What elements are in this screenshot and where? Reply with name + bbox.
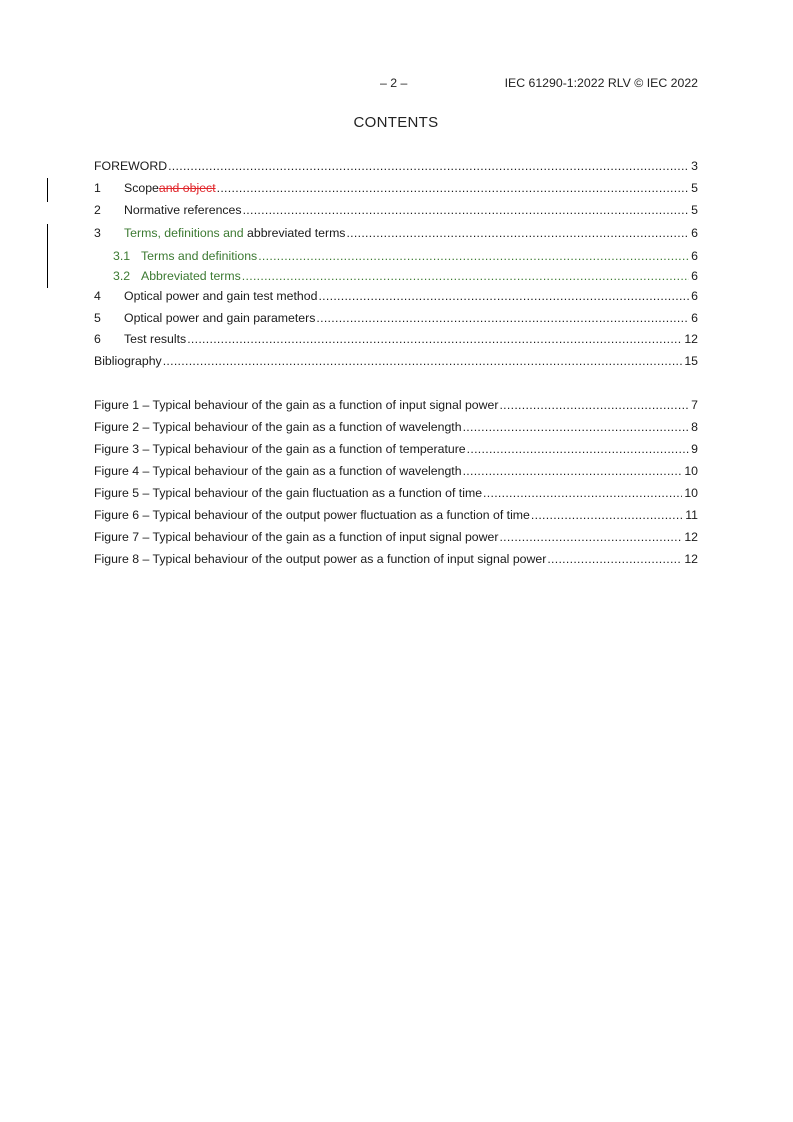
- figure-entry[interactable]: [94, 485, 698, 502]
- toc-entry-number: 3.1: [113, 249, 131, 263]
- inserted-text: Terms, definitions and: [124, 226, 248, 240]
- toc-entry-page: 5: [691, 203, 698, 217]
- document-reference: IEC 61290-1:2022 RLV © IEC 2022: [504, 76, 698, 90]
- toc-entry-number: 6: [94, 332, 101, 346]
- dot-leader: [531, 507, 683, 524]
- dot-leader: [163, 353, 683, 370]
- toc-entry-terms[interactable]: [94, 225, 698, 242]
- toc-entry-label: Test results: [124, 332, 187, 346]
- dot-leader: [483, 485, 682, 502]
- dot-leader: [243, 202, 690, 219]
- dot-leader: [499, 397, 689, 414]
- toc-entry-scope[interactable]: [94, 180, 698, 197]
- toc-entry-test-results[interactable]: [94, 331, 698, 348]
- dot-leader: [168, 158, 689, 175]
- toc-entry-label: abbreviated terms: [247, 226, 346, 240]
- figure-entry-page: 8: [691, 420, 698, 434]
- toc-entry-page: 6: [691, 269, 698, 283]
- toc-entry-number: 2: [94, 203, 101, 217]
- toc-entry-test-method[interactable]: [94, 288, 698, 305]
- figure-entry[interactable]: [94, 507, 698, 524]
- figure-entry[interactable]: [94, 551, 698, 568]
- dot-leader: [316, 310, 689, 327]
- toc-entry-number: 1: [94, 181, 101, 195]
- figure-entry[interactable]: [94, 441, 698, 458]
- toc-entry-page: 6: [691, 249, 698, 263]
- figure-entry-page: 11: [685, 508, 698, 522]
- toc-entry-page: 6: [691, 226, 698, 240]
- figure-entry-label: Figure 5 – Typical behaviour of the gain fluctuation as a function of time: [94, 486, 483, 500]
- figure-entry-label: Figure 8 – Typical behaviour of the output power as a function of input signal power: [94, 552, 547, 566]
- dot-leader: [217, 180, 690, 197]
- toc-entry-label: Scope: [124, 181, 159, 195]
- dot-leader: [318, 288, 689, 305]
- toc-entry-page: 6: [691, 311, 698, 325]
- toc-entry-foreword[interactable]: [94, 158, 698, 175]
- toc-entry-bibliography[interactable]: [94, 353, 698, 370]
- page-title: CONTENTS: [353, 114, 439, 131]
- page-number: – 2 –: [380, 76, 408, 90]
- figure-entry-label: Figure 3 – Typical behaviour of the gain as a function of temperature: [94, 442, 466, 456]
- figure-entry-page: 10: [684, 464, 698, 478]
- toc-entry-label: Normative references: [124, 203, 242, 217]
- toc-entry-page: 15: [684, 354, 698, 368]
- toc-entry-label: Optical power and gain parameters: [124, 311, 316, 325]
- dot-leader: [463, 463, 683, 480]
- page-header: [94, 76, 698, 92]
- figure-entry-page: 9: [691, 442, 698, 456]
- toc-entry-label: FOREWORD: [94, 159, 168, 173]
- change-bar: [47, 224, 48, 288]
- dot-leader: [258, 248, 689, 265]
- figure-entry-page: 12: [684, 530, 698, 544]
- figure-entry-label: Figure 6 – Typical behaviour of the output power fluctuation as a function of time: [94, 508, 530, 522]
- dot-leader: [242, 268, 689, 285]
- dot-leader: [547, 551, 682, 568]
- figure-entry-page: 12: [684, 552, 698, 566]
- toc-entry-number: 5: [94, 311, 101, 325]
- figure-entry-page: 10: [684, 486, 698, 500]
- toc-entry-number: 3: [94, 226, 101, 240]
- toc-entry-page: 6: [691, 289, 698, 303]
- figure-entry-label: Figure 4 – Typical behaviour of the gain as a function of wavelength: [94, 464, 462, 478]
- toc-entry-label: Bibliography: [94, 354, 162, 368]
- figure-entry[interactable]: [94, 529, 698, 546]
- deleted-text: and object: [158, 181, 216, 195]
- figure-entry[interactable]: [94, 397, 698, 414]
- dot-leader: [463, 419, 690, 436]
- toc-entry-number: 4: [94, 289, 101, 303]
- toc-entry-normative-references[interactable]: [94, 202, 698, 219]
- toc-entry-page: 12: [684, 332, 698, 346]
- figure-entry-label: Figure 7 – Typical behaviour of the gain as a function of input signal power: [94, 530, 499, 544]
- toc-entry-page: 5: [691, 181, 698, 195]
- toc-entry-label: Abbreviated terms: [141, 269, 241, 283]
- dot-leader: [187, 331, 682, 348]
- figure-entry[interactable]: [94, 419, 698, 436]
- toc-entry-label: Optical power and gain test method: [124, 289, 318, 303]
- change-bar: [47, 178, 48, 202]
- toc-entry-parameters[interactable]: [94, 310, 698, 327]
- toc-entry-label: Terms and definitions: [141, 249, 258, 263]
- dot-leader: [499, 529, 682, 546]
- toc-entry-terms-and-definitions[interactable]: [94, 248, 698, 265]
- figure-entry-page: 7: [691, 398, 698, 412]
- figure-entry-label: Figure 1 – Typical behaviour of the gain as a function of input signal power: [94, 398, 499, 412]
- figure-entry[interactable]: [94, 463, 698, 480]
- dot-leader: [346, 225, 689, 242]
- figure-entry-label: Figure 2 – Typical behaviour of the gain as a function of wavelength: [94, 420, 462, 434]
- toc-entry-number: 3.2: [113, 269, 131, 283]
- dot-leader: [467, 441, 690, 458]
- toc-entry-abbreviated-terms[interactable]: [94, 268, 698, 285]
- toc-entry-page: 3: [691, 159, 698, 173]
